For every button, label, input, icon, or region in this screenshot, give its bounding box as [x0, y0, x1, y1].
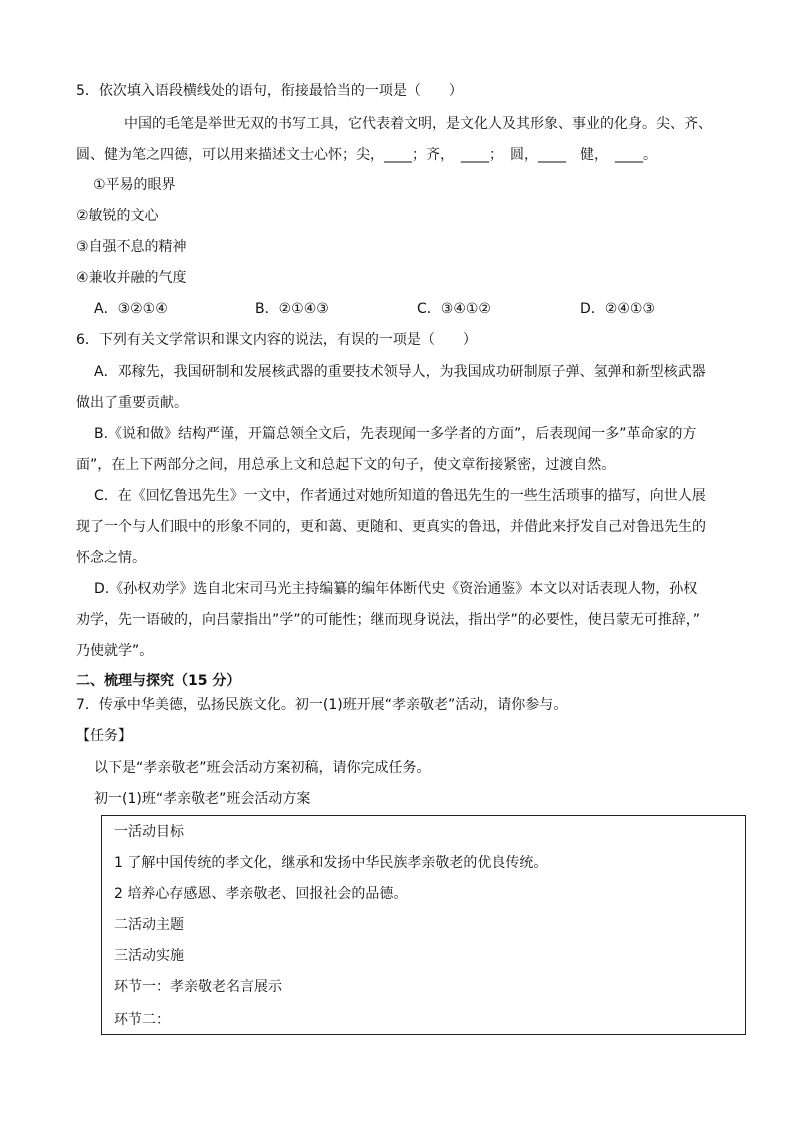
plan-line-step-1: 环节一：孝亲敬老名言展示	[114, 979, 282, 995]
q5-item-4: ④兼收并融的气度	[76, 270, 187, 286]
q5-passage-line-1: 中国的毛笔是举世无双的书写工具，它代表着文明，是文化人及其形象、事业的化身。尖、齐、	[124, 116, 712, 132]
q6-c-line-1: C．在《回忆鲁迅先生》一文中，作者通过对她所知道的鲁迅先生的一些生活琐事的描写，向世人展	[94, 488, 706, 504]
q6-title: 6．下列有关文学常识和课文内容的说法，有误的一项是（ ）	[76, 332, 477, 348]
q5-passage-line-2: 圆、健为笔之四德，可以用来描述文士心怀；尖，____；齐， ____； 圆，____ 健， ____。	[76, 147, 657, 163]
q5-item-3: ③自强不息的精神	[76, 239, 187, 255]
section-2-heading: 二、梳理与探究（15 分）	[76, 673, 241, 689]
q5-option-c: C．③④①②	[417, 301, 491, 317]
activity-plan-box	[101, 815, 746, 1035]
q6-d-line-1: D.《孙权劝学》选自北宋司马光主持编纂的编年体断代史《资治通鉴》本文以对话表现人物，孙权	[94, 581, 698, 597]
q6-d-line-2: 劝学，先一语破的，向吕蒙指出”学”的可能性；继而现身说法，指出学”的必要性，使吕蒙无可推辞，”	[76, 612, 701, 628]
q7-title: 7．传承中华美德，弘扬民族文化。初一(1)班开展“孝亲敬老”活动，请你参与。	[76, 697, 568, 713]
q5-option-d: D．②④①③	[580, 301, 655, 317]
q6-c-line-3: 怀念之情。	[76, 550, 146, 566]
q6-c-line-2: 现了一个与人们眼中的形象不同的，更和蔼、更随和、更真实的鲁迅，并借此来抒发自己对鲁迅先生的	[76, 519, 706, 535]
q7-task-label: 【任务】	[76, 728, 132, 744]
q6-b-line-2: 面”，在上下两部分之间，用总承上文和总起下文的句子，使文章衔接紧密，过渡自然。	[76, 457, 616, 473]
q5-item-2: ②敏锐的文心	[76, 208, 159, 224]
q7-plan-title: 初一(1)班“孝亲敬老”班会活动方案	[94, 791, 311, 807]
plan-line-step-2: 环节二：	[114, 1012, 170, 1028]
plan-line-goal-2: 2 培养心存感恩、孝亲敬老、回报社会的品德。	[114, 886, 408, 902]
q5-option-b: B．②①④③	[255, 301, 329, 317]
q5-option-a: A．③②①④	[94, 301, 168, 317]
q7-intro: 以下是“孝亲敬老”班会活动方案初稿，请你完成任务。	[94, 760, 431, 776]
q5-title: 5．依次填入语段横线处的语句，衔接最恰当的一项是（ ）	[76, 83, 463, 99]
q5-item-1: ①平易的眼界	[93, 177, 176, 193]
q6-a-line-1: A．邓稼先，我国研制和发展核武器的重要技术领导人，为我国成功研制原子弹、氢弹和新型核武器	[94, 364, 706, 380]
plan-line-theme-heading: 二活动主题	[114, 917, 184, 933]
q6-b-line-1: B.《说和做》结构严谨，开篇总领全文后，先表现闻一多学者的方面”，后表现闻一多”革命家的方	[94, 426, 697, 442]
plan-line-goals-heading: 一活动目标	[114, 824, 184, 840]
plan-line-implementation-heading: 三活动实施	[114, 948, 184, 964]
plan-line-goal-1: 1 了解中国传统的孝文化，继承和发扬中华民族孝亲敬老的优良传统。	[114, 855, 548, 871]
q6-a-line-2: 做出了重要贡献。	[76, 395, 188, 411]
q6-d-line-3: 乃使就学”。	[76, 643, 154, 659]
